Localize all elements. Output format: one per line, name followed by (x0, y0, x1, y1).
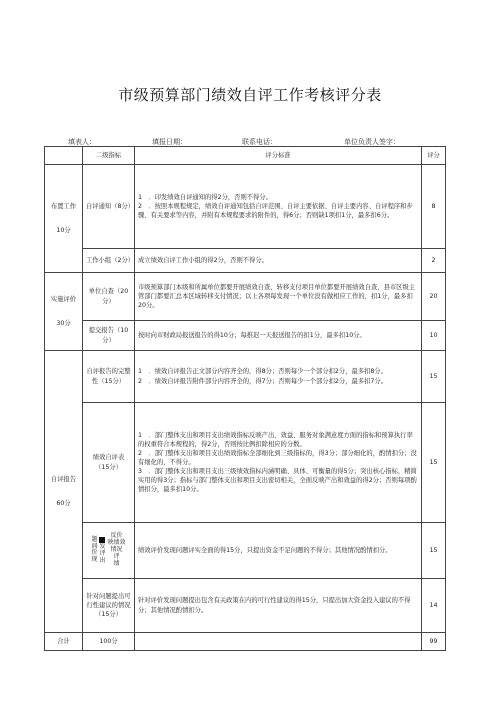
table-row (45, 523, 446, 579)
stamp-char: 出 (99, 556, 106, 564)
page-title: 市级预算部门绩效自评工作考核评分表 (118, 86, 382, 104)
criteria-text: 按时向市财政局报送报告的得10分；每推迟一天报送报告的扣1分，最多扣10分。 (138, 331, 366, 339)
stamp-char: 发 (99, 543, 106, 551)
criteria-cell (135, 523, 422, 579)
group-cell (45, 273, 83, 351)
header-score: 评分 (422, 147, 446, 165)
stamp-char: 价 (91, 549, 98, 557)
group-name: 自评报告 (50, 476, 77, 484)
criteria-text: 1 ．部门整体支出和项目支出绩效指标反映产出、效益、服务对象满意度方面的指标和预算执行率的权重符合本规程的，得2分，否则按比例扣除相应的分数。 (138, 431, 413, 448)
group-weight: 30分 (56, 319, 71, 327)
criteria-text: 2 ．绩效自评报告附件部分内容齐全的，得7分；否则每少一个部分扣2分，最多扣7分。 (138, 377, 388, 385)
group-weight: 60分 (56, 499, 71, 507)
total-label: 合计 (45, 633, 83, 651)
score-table (44, 146, 446, 651)
score-cell: 15 (422, 403, 446, 523)
criteria-text: 2 ．部门整体支出和项目支出绩效指标全部细化到三级指标的，得3分；部分细化的，酌情扣分；没有细化的，不得分。 (138, 449, 417, 466)
criteria-text: 市级预算部门本级和所属单位都要开展绩效自查，转移支付项目单位都要开展绩效自查，县市区级主管部门都要汇总本区域转移支付情况；以上各项每发现一个单位没有做相应工作的，扣1分，最多扣20分。 (138, 283, 416, 310)
criteria-cell (135, 403, 422, 523)
score-cell: 15 (422, 351, 446, 403)
header-criteria: 评分标准 (135, 147, 422, 165)
table-row (45, 249, 446, 273)
garbled-indicator-stamp (86, 533, 131, 567)
date-label: 填报日期： (152, 138, 187, 146)
stamp-char: 题 (91, 535, 98, 543)
stamp-char: 评 (99, 550, 106, 558)
stamp-char: 绩 (113, 559, 120, 567)
group-name: 布置工作 (50, 203, 77, 211)
table-row (45, 579, 446, 633)
criteria-cell (135, 351, 422, 403)
indicator-cell: 自评通知（8分） (83, 165, 135, 249)
criteria-text: 针对评价发现问题提出包含有关政策在内的可行性建议的得15分，只提出加大资金投入建议的不得分；其他情况酌情扣分。 (138, 597, 411, 614)
score-cell: 2 (422, 249, 446, 273)
phone-label: 联系电话： (242, 138, 277, 146)
score-cell: 8 (422, 165, 446, 249)
total-score: 99 (422, 633, 446, 651)
total-row (45, 633, 446, 651)
indicator-cell (83, 523, 135, 579)
indicator-cell: 自评报告的完整性（15分） (83, 351, 135, 403)
criteria-text: 绩效评价发现问题评实全面的得15分，只提出资金不足问题的不得分；其他情况酌情扣分。 (138, 546, 392, 554)
criteria-text: 成立绩效自评工作小组的得2分，否则不得分。 (138, 256, 268, 264)
header-second-level: 二级指标 (83, 147, 135, 165)
stamp-char: 问 (91, 542, 98, 550)
group-cell (45, 351, 83, 633)
table-row (45, 321, 446, 351)
indicator-cell: 工作小组（2分） (83, 249, 135, 273)
indicator-cell: 单位自查（20分） (83, 273, 135, 321)
criteria-text: 3 ．部门整体支出和项目支出三级绩效指标内涵明确、具体、可衡量的得5分；突出核心指标，精简实用的得3分；指标与部门整体支出和项目支出密切相关，全面反映产出和效益的得2分；否则每项酌情扣分，最多扣10分。 (138, 468, 417, 494)
table-header-row (45, 147, 446, 165)
header-first-level (45, 147, 83, 165)
table-row (45, 403, 446, 523)
criteria-cell (135, 273, 422, 321)
stamp-char: 反价 (110, 532, 123, 540)
criteria-text: 2 ．按照本规程规定，绩效自评通知包括自评范围、自评主要依据、自评主要内容、自评程序和步骤、有关要求等内容，并附有本规程要求的附件的，得6分；否则缺1项扣1分，最多扣6分。 (138, 202, 413, 220)
score-cell: 14 (422, 579, 446, 633)
group-cell (45, 165, 83, 273)
stamp-char: 映绩效 (107, 539, 126, 547)
score-cell: 20 (422, 273, 446, 321)
stamp-char: 情况 (110, 546, 123, 554)
stamp-char: 现 (91, 556, 98, 564)
total-value: 100分 (83, 633, 135, 651)
indicator-cell: 提交报告（10分） (83, 321, 135, 351)
total-blank-cell (135, 633, 422, 651)
group-weight: 10分 (56, 226, 71, 234)
score-cell: 10 (422, 321, 446, 351)
indicator-cell: 针对问题提出可行性建议的情况（15分） (83, 579, 135, 633)
group-name: 实施评价 (50, 296, 77, 304)
table-row (45, 351, 446, 403)
criteria-text: 1 ．印发绩效自评通知的得2分，否则不得分。 (138, 193, 272, 201)
criteria-cell (135, 165, 422, 249)
indicator-cell: 绩效自评表（15分） (83, 403, 135, 523)
table-row (45, 165, 446, 249)
score-cell: 15 (422, 523, 446, 579)
criteria-cell (135, 579, 422, 633)
criteria-text: 1 ．绩效自评报告正文部分内容齐全的，得8分；否则每少一个部分扣2分，最多扣8分。 (138, 368, 388, 376)
criteria-cell (135, 321, 422, 351)
filler-label: 填表人： (68, 138, 96, 146)
criteria-cell (135, 249, 422, 273)
table-row (45, 273, 446, 321)
stamp-char: 评 (113, 552, 120, 560)
leader-signature-label: 单位负责人签字： (344, 138, 400, 146)
